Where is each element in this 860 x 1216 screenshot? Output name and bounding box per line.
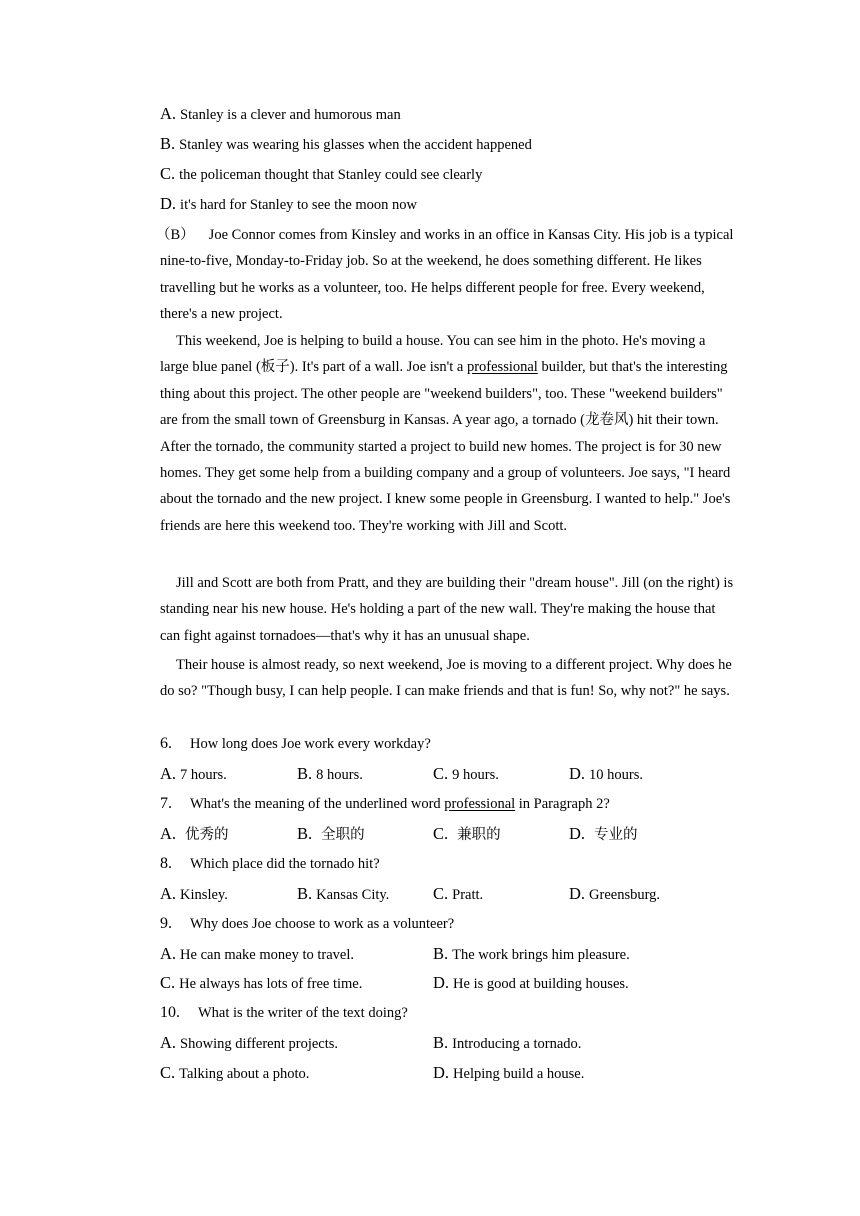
question-stem: What is the writer of the text doing? bbox=[198, 1005, 408, 1021]
option-letter: C. bbox=[433, 764, 449, 783]
option-c bbox=[433, 824, 501, 845]
passage-paragraph-2 bbox=[160, 328, 735, 539]
option-letter: D. bbox=[569, 824, 586, 843]
option-a bbox=[160, 824, 229, 845]
option-c bbox=[160, 164, 482, 185]
question-10 bbox=[160, 1003, 408, 1023]
option-text: The work brings him pleasure. bbox=[452, 947, 630, 963]
option-text: Kansas City. bbox=[316, 887, 390, 903]
paragraph-text: Joe Connor comes from Kinsley and works in an office in Kansas City. His job is a typical nine-to-five, Monday-to-Friday job. So at the weekend, he does something different. He likes travelling but he works as a volunteer, too. He helps different people for free. Every weekend, there's a new project. bbox=[160, 227, 734, 323]
option-text: Stanley was wearing his glasses when the accident happened bbox=[179, 137, 532, 153]
option-c bbox=[160, 1063, 309, 1084]
option-text: Greensburg. bbox=[589, 887, 661, 903]
option-b bbox=[297, 884, 389, 905]
paragraph-text: Jill and Scott are both from Pratt, and they are building their "dream house". Jill (on the right) is standing near his new house. He's holding a part of the new wall. They're making the house that can fight against tornadoes—that's why it has an unusual shape. bbox=[160, 575, 734, 644]
option-text: it's hard for Stanley to see the moon now bbox=[180, 197, 418, 213]
passage-paragraph-4 bbox=[160, 652, 735, 705]
option-letter: C. bbox=[160, 164, 176, 183]
option-text: Helping build a house. bbox=[453, 1066, 585, 1082]
option-letter: D. bbox=[569, 764, 586, 783]
option-text: 兼职的 bbox=[457, 827, 501, 843]
option-letter: D. bbox=[160, 194, 177, 213]
option-text: 专业的 bbox=[594, 827, 638, 843]
option-letter: A. bbox=[160, 1033, 177, 1052]
option-c bbox=[160, 973, 362, 994]
question-stem: in Paragraph 2? bbox=[515, 796, 610, 812]
option-letter: B. bbox=[297, 824, 313, 843]
option-text: Pratt. bbox=[452, 887, 484, 903]
option-text: Kinsley. bbox=[180, 887, 228, 903]
option-text: 优秀的 bbox=[185, 827, 229, 843]
paragraph-text: builder, but that's the interesting thing about this project. The other people are "weekend builders", too. These "weekend builders" are from the small town of Greensburg in Kansas. A year ago, a tornado (龙卷风) hit their town. After the tornado, the community started a project to build new homes. The project is for 30 new homes. They get some help from a building company and a group of volunteers. Joe says, "I heard about the tornado and the new project. I knew some people in Greensburg. I wanted to help." Joe's friends are here this weekend too. They're working with Jill and Scott. bbox=[160, 359, 731, 534]
question-stem: How long does Joe work every workday? bbox=[190, 736, 431, 752]
underlined-word: professional bbox=[466, 359, 538, 376]
option-b bbox=[160, 134, 532, 155]
option-letter: C. bbox=[433, 884, 449, 903]
paragraph-text: Their house is almost ready, so next weekend, Joe is moving to a different project. Why does he do so? "Though busy, I can help people. I can make friends and that is fun! So, why not?" he says. bbox=[160, 657, 732, 700]
option-letter: B. bbox=[433, 944, 449, 963]
option-text: Talking about a photo. bbox=[179, 1066, 310, 1082]
option-d bbox=[569, 824, 638, 845]
option-b bbox=[433, 944, 630, 965]
option-d bbox=[160, 194, 417, 215]
paragraph-text: This weekend, Joe is helping to build a house. You can see him in the photo. He's moving a large blue panel (板子). It's part of a wall. Joe isn't a bbox=[160, 333, 706, 376]
passage-label: （B） bbox=[156, 227, 195, 243]
option-b bbox=[297, 824, 365, 845]
option-a bbox=[160, 764, 227, 785]
option-text: Showing different projects. bbox=[180, 1036, 339, 1052]
option-a bbox=[160, 944, 354, 965]
option-letter: A. bbox=[160, 824, 177, 843]
option-d bbox=[569, 884, 660, 905]
option-c bbox=[433, 764, 499, 785]
option-b bbox=[433, 1033, 581, 1054]
question-number: 6. bbox=[160, 735, 172, 752]
option-letter: C. bbox=[433, 824, 449, 843]
option-a bbox=[160, 1033, 338, 1054]
option-d bbox=[569, 764, 643, 785]
option-letter: A. bbox=[160, 944, 177, 963]
option-letter: C. bbox=[160, 973, 176, 992]
option-letter: D. bbox=[433, 973, 450, 992]
option-text: He can make money to travel. bbox=[180, 947, 354, 963]
option-letter: B. bbox=[297, 764, 313, 783]
option-text: 7 hours. bbox=[180, 767, 227, 783]
option-a bbox=[160, 884, 228, 905]
question-9 bbox=[160, 914, 454, 934]
option-text: 8 hours. bbox=[316, 767, 363, 783]
question-stem: What's the meaning of the underlined word bbox=[190, 796, 445, 812]
question-number: 9. bbox=[160, 915, 172, 932]
option-text: the policeman thought that Stanley could see clearly bbox=[179, 167, 483, 183]
question-number: 8. bbox=[160, 855, 172, 872]
option-letter: B. bbox=[160, 134, 176, 153]
option-text: 9 hours. bbox=[452, 767, 499, 783]
option-letter: A. bbox=[160, 764, 177, 783]
option-letter: D. bbox=[569, 884, 586, 903]
option-letter: A. bbox=[160, 884, 177, 903]
underlined-word: professional bbox=[444, 796, 516, 812]
option-text: Stanley is a clever and humorous man bbox=[180, 107, 401, 123]
option-text: 全职的 bbox=[321, 827, 365, 843]
option-text: 10 hours. bbox=[589, 767, 644, 783]
option-letter: B. bbox=[297, 884, 313, 903]
question-number: 10. bbox=[160, 1004, 180, 1021]
option-c bbox=[433, 884, 483, 905]
option-text: He is good at building houses. bbox=[453, 976, 629, 992]
option-letter: B. bbox=[433, 1033, 449, 1052]
question-7 bbox=[160, 794, 610, 814]
option-b bbox=[297, 764, 363, 785]
option-text: He always has lots of free time. bbox=[179, 976, 363, 992]
question-8 bbox=[160, 854, 380, 874]
question-stem: Which place did the tornado hit? bbox=[190, 856, 380, 872]
question-number: 7. bbox=[160, 795, 172, 812]
question-6 bbox=[160, 734, 431, 754]
option-d bbox=[433, 1063, 584, 1084]
option-d bbox=[433, 973, 629, 994]
passage-paragraph-3 bbox=[160, 570, 735, 649]
option-letter: A. bbox=[160, 104, 177, 123]
option-letter: C. bbox=[160, 1063, 176, 1082]
option-text: Introducing a tornado. bbox=[452, 1036, 582, 1052]
passage-paragraph-1 bbox=[156, 222, 735, 328]
option-letter: D. bbox=[433, 1063, 450, 1082]
question-stem: Why does Joe choose to work as a volunteer? bbox=[190, 916, 455, 932]
option-a bbox=[160, 104, 401, 125]
